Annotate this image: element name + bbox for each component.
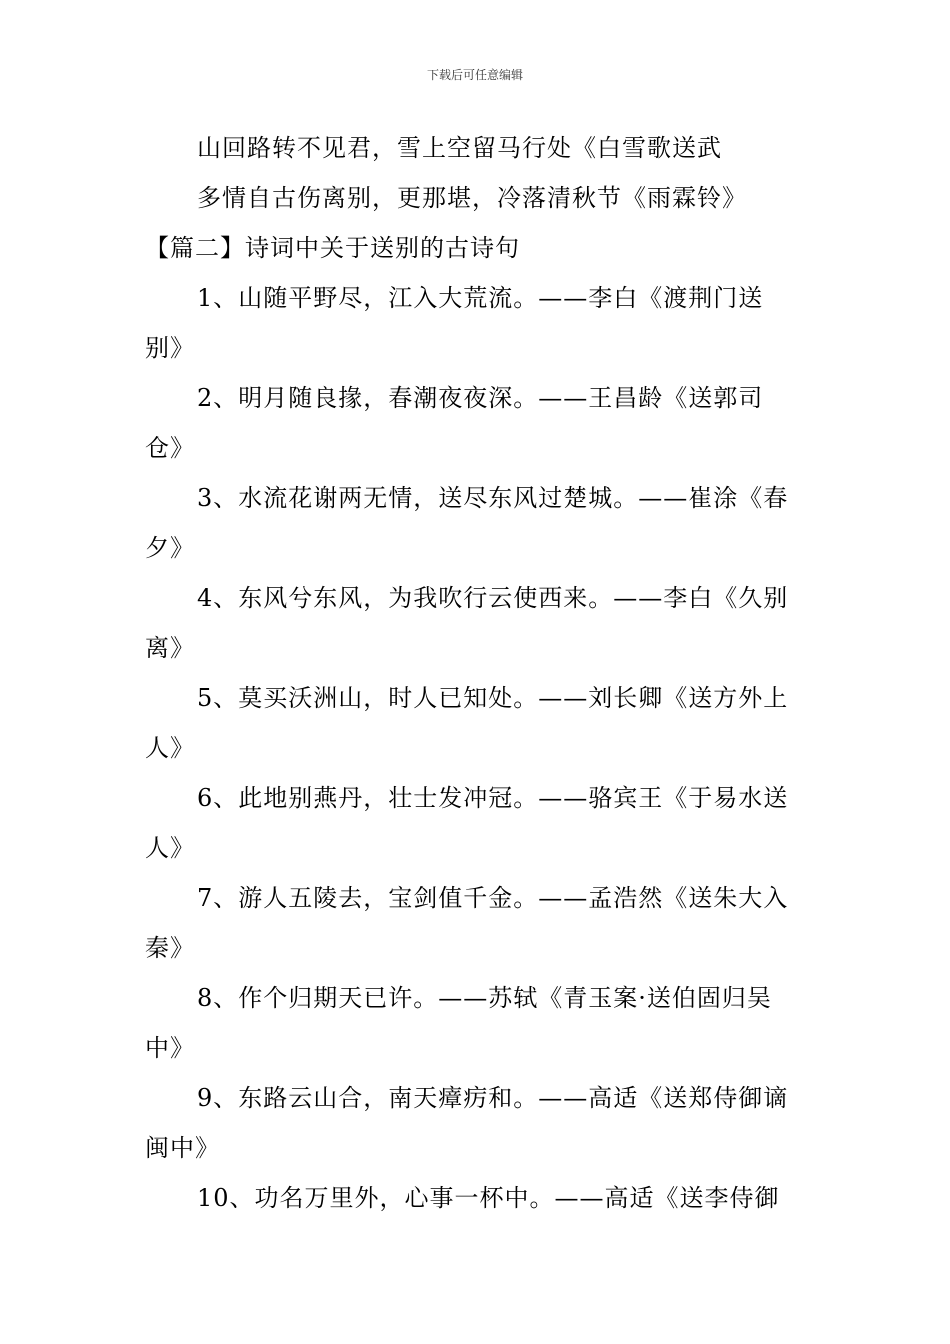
text-line: 仓》: [145, 434, 195, 462]
text-line: 多情自古伤离别，更那堪，冷落清秋节《雨霖铃》: [197, 184, 747, 212]
text-line: 9、东路云山合，南天瘴疠和。——高适《送郑侍御谪: [197, 1084, 789, 1112]
text-line: 5、莫买沃洲山，时人已知处。——刘长卿《送方外上: [197, 684, 789, 712]
text-line: 4、东风兮东风，为我吹行云使西来。——李白《久别: [197, 584, 789, 612]
text-line: 10、功名万里外，心事一杯中。——高适《送李侍御: [197, 1184, 780, 1212]
text-line: 2、明月随良掾，春潮夜夜深。——王昌龄《送郭司: [197, 384, 764, 412]
text-line: 7、游人五陵去，宝剑值千金。——孟浩然《送朱大入: [197, 884, 789, 912]
text-line: 6、此地别燕丹，壮士发冲冠。——骆宾王《于易水送: [197, 784, 789, 812]
text-line: 1、山随平野尽，江入大荒流。——李白《渡荆门送: [197, 284, 764, 312]
text-line: 山回路转不见君，雪上空留马行处《白雪歌送武: [197, 134, 722, 162]
section-heading: 【篇二】诗词中关于送别的古诗句: [145, 234, 520, 262]
text-line: 离》: [145, 634, 195, 662]
text-line: 别》: [145, 334, 195, 362]
page-header: 下载后可任意编辑: [426, 68, 523, 82]
text-line: 闽中》: [145, 1134, 220, 1162]
text-line: 人》: [145, 734, 195, 762]
text-line: 秦》: [145, 934, 195, 962]
text-line: 中》: [145, 1034, 195, 1062]
text-line: 8、作个归期天已许。——苏轼《青玉案·送伯固归吴: [197, 984, 772, 1012]
text-line: 夕》: [145, 534, 195, 562]
text-line: 3、水流花谢两无情，送尽东风过楚城。——崔涂《春: [197, 484, 789, 512]
text-line: 人》: [145, 834, 195, 862]
